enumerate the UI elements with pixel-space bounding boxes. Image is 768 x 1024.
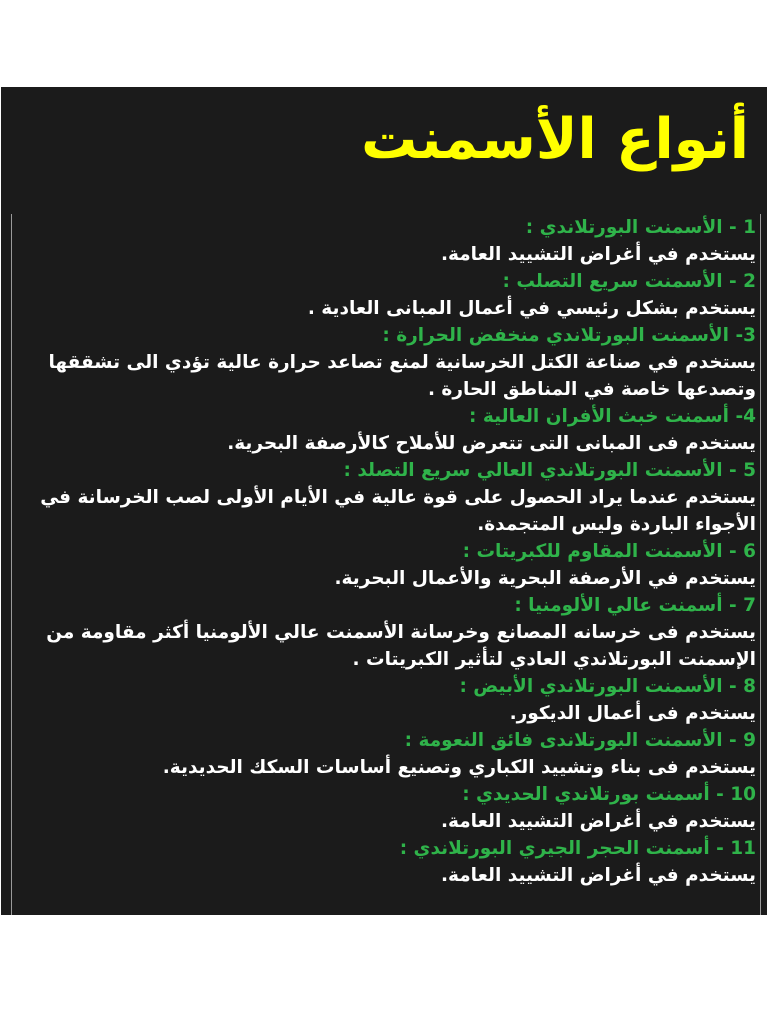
item-heading: 8 - الأسمنت البورتلاندي الأبيض : [459,676,756,697]
item-heading: 9 - الأسمنت البورتلاندى فائق النعومة : [404,730,756,751]
slide [1,87,767,915]
item-description: يستخدم فى خرسانه المصانع وخرسانة الأسمنت عالي الألومنيا أكثر مقاومة من الإسمنت البورتلاندي العادي لتأثير الكبريتات . [46,622,756,670]
list-item [18,835,756,889]
item-heading: 7 - أسمنت عالي الألومنيا : [514,595,756,616]
page-title: أنواع الأسمنت [361,107,749,172]
list-item [18,457,756,538]
item-heading: 4- أسمنت خبث الأفران العالية : [469,406,756,427]
item-description: يستخدم في صناعة الكتل الخرسانية لمنع تصاعد حرارة عالية تؤدي الى تشققها وتصدعها خاصة في المناطق الحارة . [48,352,756,400]
item-description: يستخدم فى أعمال الديكور. [509,703,756,724]
list-item [18,538,756,592]
item-heading: 1 - الأسمنت البورتلاندي : [525,217,756,238]
list-item [18,403,756,457]
item-description: يستخدم عندما يراد الحصول على قوة عالية في الأيام الأولى لصب الخرسانة في الأجواء الباردة وليس المتجمدة. [40,487,756,535]
item-description: يستخدم في الأرصفة البحرية والأعمال البحرية. [334,568,756,589]
list-item [18,592,756,673]
item-description: يستخدم في أغراض التشييد العامة. [440,865,756,886]
cement-types-list [11,214,761,915]
list-item [18,781,756,835]
item-heading: 5 - الأسمنت البورتلاندي العالي سريع التصلد : [343,460,756,481]
list-item [18,322,756,403]
item-description: يستخدم فى بناء وتشييد الكباري وتصنيع أساسات السكك الحديدية. [162,757,756,778]
item-heading: 10 - أسمنت بورتلاندي الحديدي : [462,784,756,805]
item-heading: 2 - الأسمنت سريع التصلب : [502,271,756,292]
item-heading: 11 - أسمنت الحجر الجيري البورتلاندي : [399,838,756,859]
list-item [18,673,756,727]
list-item [18,214,756,268]
list-item [18,268,756,322]
item-description: يستخدم في أغراض التشييد العامة. [440,244,756,265]
item-heading: 6 - الأسمنت المقاوم للكبريتات : [462,541,756,562]
item-description: يستخدم فى المبانى التى تتعرض للأملاح كالأرصفة البحرية. [227,433,756,454]
item-description: يستخدم في أغراض التشييد العامة. [440,811,756,832]
item-description: يستخدم بشكل رئيسي في أعمال المبانى العادية . [307,298,756,319]
item-heading: 3- الأسمنت البورتلاندي منخفض الحرارة : [382,325,756,346]
list-item [18,727,756,781]
